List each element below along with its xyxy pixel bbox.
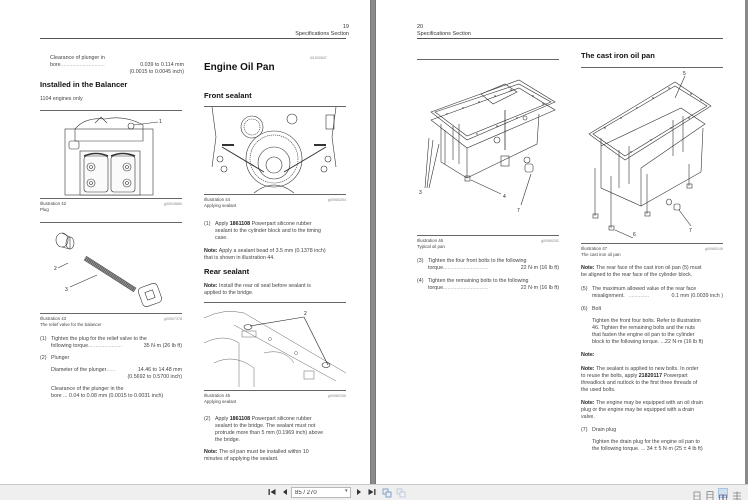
illustration-code: g00507378 <box>164 317 182 321</box>
step-text: case. <box>215 235 228 241</box>
section-heading: Rear sealant <box>204 267 250 276</box>
callout-6: 6 <box>633 232 636 238</box>
next-page-button[interactable] <box>355 488 363 498</box>
part-number: 21820117 <box>638 373 663 379</box>
step-number: (3) <box>417 258 424 264</box>
note-text: The oil pan must be installed within 10 <box>218 449 309 455</box>
spec-label: Clearance of the plunger in the <box>51 386 124 392</box>
step-1 <box>204 221 346 242</box>
header-rule <box>40 38 346 39</box>
two-page-icon <box>719 494 727 500</box>
next-page-icon <box>356 488 362 496</box>
view-continuous-button[interactable] <box>705 488 715 498</box>
illustration-label: Illustration 43 <box>40 316 67 321</box>
callout-2: 2 <box>54 266 57 272</box>
part-number: 1861108 <box>229 221 251 227</box>
step-text: Tighten the four front bolts to the following <box>428 258 527 264</box>
step-text: Tighten the plug for the relief valve to the <box>51 336 147 342</box>
single-page-icon <box>692 491 702 500</box>
step-2 <box>40 355 182 400</box>
step-text: Powerpart silicone rubber <box>251 416 312 422</box>
balancer-plug-illustration <box>55 111 165 197</box>
illustration-44-caption <box>204 197 346 209</box>
leader-dots: .............. <box>628 293 650 299</box>
step-text: that fasten the engine oil pan to the cylinder <box>592 332 695 338</box>
spec-value: 0.1 mm (0.0039 inch ) <box>671 293 723 299</box>
torque-value: 22 N·m (16 lb ft) <box>520 265 559 271</box>
callout-5: 5 <box>683 71 686 77</box>
illustration-47-caption <box>581 246 723 258</box>
note-2 <box>204 283 346 297</box>
step-text: sealant to the bridge. The sealant must not <box>215 423 316 429</box>
page-title: Engine Oil Pan <box>204 62 275 73</box>
illustration-code: g00980255 <box>328 394 346 398</box>
note-3 <box>581 400 723 421</box>
spec-value: 0.039 to 0.114 mm <box>140 62 184 68</box>
note-label: Note: <box>581 265 595 271</box>
step-text: Apply <box>215 416 229 422</box>
illustration-label: Illustration 46 <box>417 238 444 243</box>
leader-dots: .............................. <box>444 265 489 271</box>
illustration-label: Illustration 47 <box>581 246 608 251</box>
step-text: sealant to the cylinder block and to the timing <box>215 228 321 234</box>
note-text: be aligned to the rear face of the cylinder block. <box>581 272 693 278</box>
note-label: Note: <box>581 366 595 372</box>
illustration-43-caption <box>40 316 182 328</box>
step-6 <box>581 306 723 346</box>
step-text: the following torque. ... 34 ± 5 N·m (25 ± 4 lb ft) <box>592 446 703 452</box>
previous-page-icon <box>282 488 288 496</box>
step-number: (6) <box>581 306 588 312</box>
step-text: protrude more than 5 mm (0.1969 inch) above <box>215 430 324 436</box>
spec-label: Clearance of plunger in <box>50 55 105 61</box>
section-subtext: 1104 engines only <box>40 96 83 102</box>
last-page-button[interactable] <box>367 488 377 498</box>
note-label: Note: <box>581 400 595 406</box>
note-text: The rear face of the cast iron oil pan (5) must <box>595 265 702 271</box>
next-view-button[interactable] <box>395 488 406 498</box>
note-label: Note: <box>204 283 218 289</box>
note-text: that is shown in illustration 44. <box>204 255 275 261</box>
note-text: valve. <box>581 414 595 420</box>
step-label: Bolt <box>592 306 602 312</box>
step-text: Apply <box>215 221 229 227</box>
view-two-page-continuous-button[interactable] <box>732 488 742 498</box>
illustration-code: g00980252 <box>541 239 559 243</box>
next-view-icon <box>396 488 406 498</box>
note-label: Note: <box>204 248 218 254</box>
spec-value-inch: (0.5692 to 0.5700 inch) <box>127 374 182 380</box>
last-page-icon <box>368 488 376 496</box>
rear-sealant-illustration <box>204 303 346 387</box>
section-heading: The cast iron oil pan <box>581 51 655 60</box>
step-3 <box>417 258 559 272</box>
note-2 <box>581 366 723 394</box>
callout-2: 2 <box>304 311 307 317</box>
page-dropdown-chevron-icon[interactable]: ▾ <box>345 488 348 494</box>
page-19 <box>0 0 371 484</box>
leader-dots: .............................. <box>444 285 489 291</box>
view-two-page-button[interactable] <box>718 488 728 498</box>
note-text: The engine may be equipped with an oil drain <box>595 400 703 406</box>
spec-value: 14.46 to 14.48 mm <box>137 367 182 373</box>
previous-page-button[interactable] <box>281 488 289 498</box>
caption-rule <box>581 243 723 244</box>
front-sealant-illustration <box>204 107 346 193</box>
relief-valve-illustration <box>40 223 182 311</box>
step-label: Drain plug <box>592 427 617 433</box>
step-text: following torque. <box>51 343 90 349</box>
illustration-42-caption <box>40 201 182 213</box>
previous-view-button[interactable] <box>381 488 392 498</box>
torque-value: 35 N·m (26 lb ft) <box>143 343 182 349</box>
page-header <box>295 24 349 38</box>
callout-3: 3 <box>419 190 422 196</box>
illustration-caption: Applying sealant <box>204 399 237 404</box>
note-1 <box>581 265 723 279</box>
leader-dots: .............................. <box>60 62 105 68</box>
note-3 <box>204 449 346 463</box>
note-text: threadlock and nutlock to the first three threads of <box>581 380 698 386</box>
callout-1: 1 <box>159 119 162 125</box>
step-text: 46. Tighten the remaining bolts and the nuts <box>592 325 696 331</box>
part-number: 1861108 <box>229 416 251 422</box>
note-text: Apply a sealant bead of 3.5 mm (0.1378 inch) <box>218 248 326 254</box>
caption-rule <box>204 390 346 391</box>
callout-4: 4 <box>503 194 506 200</box>
note-text: Powerpart <box>663 373 688 379</box>
step-text: Tighten the front four bolts. Refer to illustration <box>592 318 701 324</box>
callout-7: 7 <box>517 208 520 214</box>
section-heading: Front sealant <box>204 91 252 100</box>
step-1 <box>40 336 182 350</box>
note-text: Install the rear oil seal before sealant is <box>219 283 311 289</box>
note-1 <box>204 248 346 262</box>
step-label: Plunger <box>51 355 70 361</box>
illustration-code: g00980249 <box>705 247 723 251</box>
page-number-input[interactable] <box>291 487 351 498</box>
step-2 <box>204 416 346 444</box>
step-text: block to the following torque. ...22 N·m (16 lb ft) <box>592 339 704 345</box>
callout-3: 3 <box>65 287 68 293</box>
step-text: Tighten the remaining bolts to the following <box>428 278 529 284</box>
step-text: torque. <box>428 285 445 291</box>
note-text: to reuse the bolts, apply <box>581 373 638 379</box>
note-label: Note: <box>581 352 595 358</box>
spec-row <box>50 62 184 69</box>
step-number: (1) <box>40 336 47 342</box>
first-page-icon <box>268 488 276 496</box>
illustration-label: Illustration 42 <box>40 201 67 206</box>
spec-value-inch: (0.0015 to 0.0045 inch) <box>129 69 184 75</box>
previous-view-icon <box>382 488 392 498</box>
step-number: (2) <box>204 416 211 422</box>
cast-iron-oil-pan-illustration <box>581 68 723 238</box>
step-7 <box>581 427 723 453</box>
step-4 <box>417 278 559 292</box>
illustration-45-caption <box>204 393 346 405</box>
callout-7: 7 <box>689 228 692 234</box>
step-text: the bridge. <box>215 437 241 443</box>
step-number: (4) <box>417 278 424 284</box>
spec-label: Diameter of the plunger <box>51 367 107 373</box>
header-rule <box>417 38 723 39</box>
page-20 <box>375 0 745 484</box>
caption-rule <box>40 198 182 199</box>
leader-dots: ...... <box>106 367 116 373</box>
step-text: torque. <box>428 265 445 271</box>
illustration-caption: Plug <box>40 207 49 212</box>
illustration-46-caption <box>417 238 559 250</box>
spec-label: bore <box>50 62 61 68</box>
two-page-continuous-icon <box>732 491 742 500</box>
illustration-caption: The cast iron oil pan <box>581 252 621 257</box>
caption-rule <box>40 313 182 314</box>
note-empty <box>581 352 595 359</box>
step-number: (1) <box>204 221 211 227</box>
step-text: Powerpart silicone rubber <box>251 221 312 227</box>
illustration-code: g00518880 <box>164 202 182 206</box>
illustration-label: Illustration 44 <box>204 197 231 202</box>
step-5 <box>581 286 723 300</box>
step-text: The maximum allowed value of the rear face <box>592 286 697 292</box>
page-header <box>417 24 471 38</box>
step-number: (5) <box>581 286 588 292</box>
caption-rule <box>417 235 559 236</box>
illustration-code: g00980254 <box>328 198 346 202</box>
torque-value: 22 N·m (16 lb ft) <box>520 285 559 291</box>
reference-code: i01902847 <box>310 56 327 60</box>
step-number: (2) <box>40 355 47 361</box>
continuous-page-icon <box>705 491 715 500</box>
illustration-label: Illustration 45 <box>204 393 231 398</box>
clearance-spec <box>50 55 184 76</box>
caption-rule <box>204 194 346 195</box>
leader-dots: ...................... <box>89 343 122 349</box>
view-single-page-button[interactable] <box>692 488 702 498</box>
section-title: Specifications Section <box>417 31 471 37</box>
note-label: Note: <box>204 449 218 455</box>
note-text: plug or the engine may be equipped with a drain <box>581 407 695 413</box>
spec-value: bore ... 0.04 to 0.08 mm (0.0015 to 0.0031 inch) <box>51 393 164 399</box>
step-text: misalignment. <box>592 293 625 299</box>
step-text: Tighten the drain plug for the engine oil pan to <box>592 439 700 445</box>
illustration-caption: The relief valve for the balancer <box>40 322 102 327</box>
navigation-toolbar <box>0 484 748 500</box>
note-text: the used bolts. <box>581 387 616 393</box>
typical-oil-pan-illustration <box>417 60 559 232</box>
note-text: The sealant is applied to new bolts. In order <box>595 366 699 372</box>
page-number: 20 <box>417 24 424 30</box>
section-title: Specifications Section <box>295 31 349 37</box>
note-text: minutes of applying the sealant. <box>204 456 279 462</box>
note-text: applied to the bridge. <box>204 290 254 296</box>
section-heading: Installed in the Balancer <box>40 80 128 89</box>
first-page-button[interactable] <box>267 488 277 498</box>
page-number: 19 <box>342 24 349 30</box>
illustration-caption: Typical oil pan <box>417 244 445 249</box>
illustration-caption: Applying sealant <box>204 203 237 208</box>
step-number: (7) <box>581 427 588 433</box>
